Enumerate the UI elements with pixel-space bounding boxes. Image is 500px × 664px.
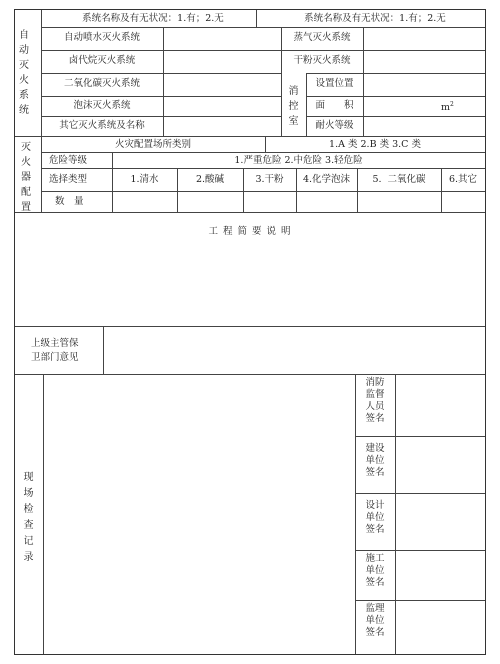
auto-system-row-label: 蒸气灭火系统	[293, 32, 351, 43]
extinguisher-type: 3.干粉	[255, 174, 284, 185]
auto-system-value-cell[interactable]	[164, 74, 280, 96]
quantity-cell-water[interactable]	[113, 192, 176, 212]
auto-system-value-cell[interactable]	[164, 28, 280, 50]
extinguisher-type: 6.其它	[448, 174, 478, 185]
auto-system-header-left: 系统名称及有无状况：1.有；2.无	[82, 13, 224, 24]
control-room-label: 消控室	[288, 86, 299, 127]
signature-label-fire-supervisor: 消防监督人员签名	[365, 377, 385, 424]
inspection-side-label: 现场检查记录	[23, 472, 34, 563]
supervisor-opinion-label-line1: 上级主管保	[31, 338, 79, 349]
signature-label-supervision-unit: 监理单位签名	[365, 603, 385, 638]
hazard-level-label: 危险等级	[49, 155, 88, 166]
signature-field-builder-unit[interactable]	[396, 551, 484, 599]
signature-field-construction-unit[interactable]	[396, 437, 484, 492]
project-description-title: 工 程 简 要 说 明	[208, 226, 292, 237]
supervisor-opinion-field[interactable]	[105, 328, 483, 372]
signature-field-design-unit[interactable]	[396, 494, 484, 549]
extinguisher-type: 5. 二氧化碳	[372, 174, 426, 185]
auto-system-row-label: 泡沫灭火系统	[73, 100, 131, 111]
auto-system-value-cell[interactable]	[164, 117, 280, 136]
control-room-row-label: 耐火等级	[315, 120, 354, 131]
auto-system-side-label: 自动灭火系统	[19, 30, 29, 116]
signature-label-builder-unit: 施工单位签名	[365, 553, 385, 588]
auto-system-row-label: 卤代烷灭火系统	[68, 55, 136, 66]
quantity-label: 数 量	[55, 196, 84, 207]
quantity-cell-co2[interactable]	[358, 192, 440, 212]
auto-system-value-cell[interactable]	[364, 28, 484, 50]
quantity-cell-foam[interactable]	[297, 192, 356, 212]
area-unit: $m^2$	[441, 101, 454, 114]
control-room-row-label: 面 积	[315, 100, 354, 111]
supervisor-opinion-label-line2: 卫部门意见	[31, 352, 79, 363]
place-class-label: 火灾配置场所类别	[114, 139, 191, 150]
auto-system-value-cell[interactable]	[364, 51, 484, 73]
quantity-cell-acid[interactable]	[178, 192, 242, 212]
auto-system-value-cell[interactable]	[164, 97, 280, 116]
quantity-cell-other[interactable]	[442, 192, 484, 212]
extinguisher-type: 2.酸碱	[195, 174, 225, 185]
quantity-cell-powder[interactable]	[244, 192, 295, 212]
signature-label-construction-unit: 建设单位签名	[365, 443, 385, 478]
auto-system-value-cell[interactable]	[164, 51, 280, 73]
auto-system-row-label: 干粉灭火系统	[293, 55, 351, 66]
control-room-fire-rating-field[interactable]	[364, 117, 484, 136]
extinguisher-side-label: 灭火器配置	[21, 142, 31, 213]
extinguisher-type: 4.化学泡沫	[302, 174, 351, 185]
signature-label-design-unit: 设计单位签名	[365, 500, 385, 535]
auto-system-row-label: 自动喷水灭火系统	[63, 32, 140, 43]
control-room-location-field[interactable]	[364, 74, 484, 96]
hazard-level-options: 1.严重危险 2.中危险 3.轻危险	[234, 155, 363, 166]
signature-field-supervision-unit[interactable]	[396, 601, 484, 653]
inspection-record-area[interactable]	[45, 376, 353, 652]
auto-system-row-label: 其它灭火系统及名称	[59, 120, 145, 131]
fire-inspection-form	[14, 9, 486, 655]
control-room-row-label: 设置位置	[315, 78, 354, 89]
auto-system-row-label: 二氧化碳灭火系统	[63, 78, 140, 89]
type-label: 选择类型	[49, 174, 88, 185]
auto-system-header-right: 系统名称及有无状况：1.有；2.无	[304, 13, 446, 24]
extinguisher-type: 1.清水	[130, 174, 159, 185]
project-description-area[interactable]	[17, 242, 483, 324]
signature-field-fire-supervisor[interactable]	[396, 375, 484, 435]
place-class-options: 1.A 类 2.B 类 3.C 类	[329, 139, 421, 150]
